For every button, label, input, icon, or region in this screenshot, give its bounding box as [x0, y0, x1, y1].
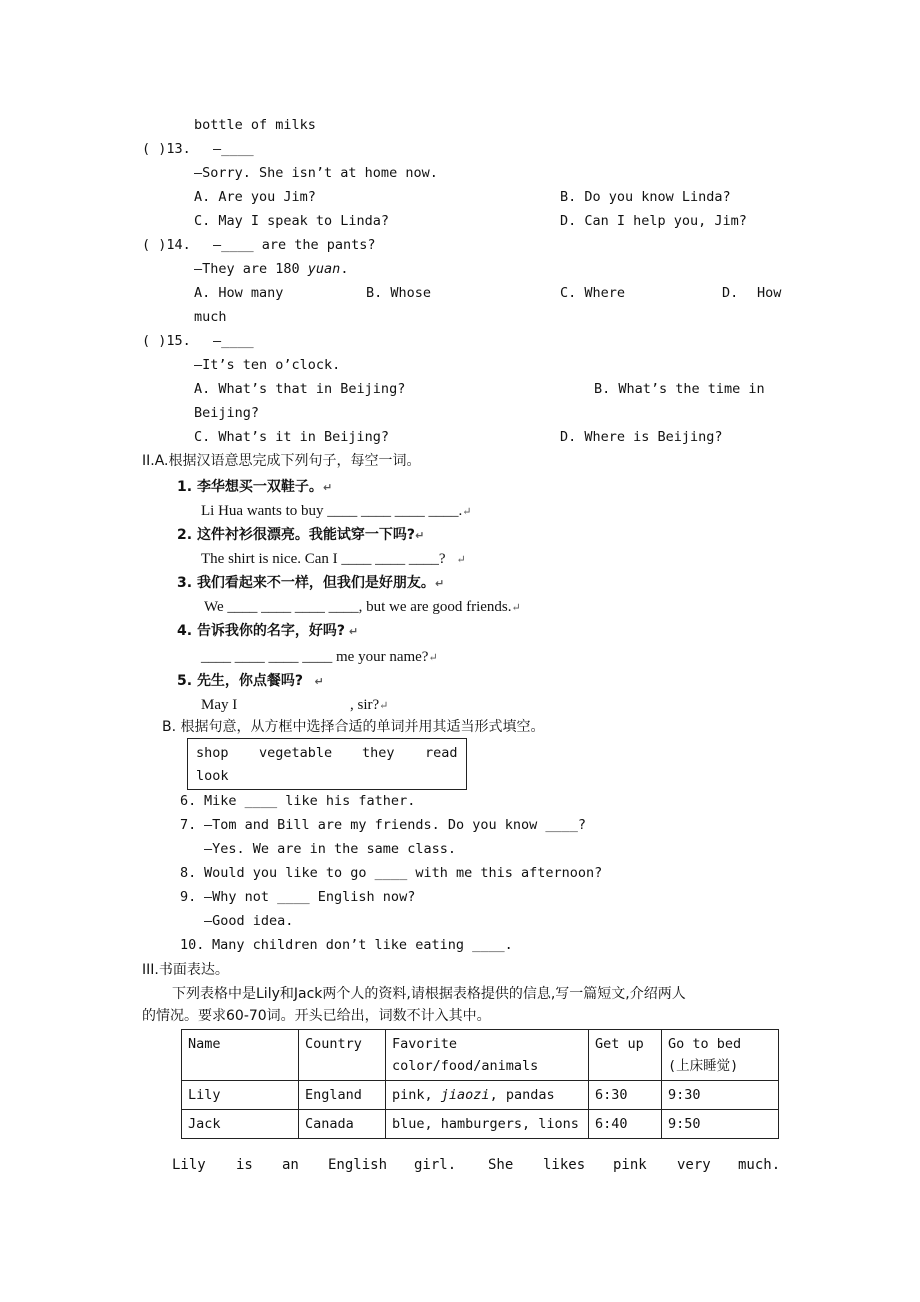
opening-word: English [328, 1157, 388, 1173]
q15-option-b: B. What’s the time in [594, 381, 765, 397]
b-item8-text: Would you like to go ____ with me this afternoon? [204, 865, 603, 881]
q14-option-a: A. How many [194, 285, 284, 301]
q15-reply: —It’s ten o’clock. [194, 357, 341, 373]
opening-word: pink [613, 1157, 647, 1173]
word-look: look [196, 768, 229, 784]
q14-prompt: —____ are the pants? [213, 237, 376, 253]
opening-word: girl. [414, 1157, 457, 1173]
header-favorite: Favorite color/food/animals [386, 1030, 589, 1081]
opening-word: an [282, 1157, 299, 1173]
cell-bed: 9:50 [662, 1110, 779, 1139]
cell-bed: 9:30 [662, 1081, 779, 1110]
q13-option-d: D. Can I help you, Jim? [560, 213, 747, 229]
table-header-row [182, 1030, 779, 1081]
cell-get-up: 6:30 [589, 1081, 662, 1110]
q14-option-b: B. Whose [366, 285, 432, 301]
b-item7-num: 7. [180, 817, 197, 833]
opening-word: very [677, 1157, 711, 1173]
cell-country: Canada [299, 1110, 386, 1139]
header-go-to-bed: Go to bed (上床睡觉) [662, 1030, 779, 1081]
b-item6-num: 6. [180, 793, 197, 809]
section3-instruction-2: 的情况。要求60-70词。开头已给出，词数不计入其中。 [142, 1008, 491, 1024]
q14-reply: —They are 180 yuan. [194, 261, 349, 277]
header-name: Name [182, 1030, 299, 1081]
b-item9-num: 9. [180, 889, 197, 905]
b-item6-text: Mike ____ like his father. [204, 793, 416, 809]
b-item10-text: Many children don’t like eating ____. [212, 937, 513, 953]
q14-option-d: D. [722, 285, 739, 301]
opening-word: Lily [172, 1157, 206, 1173]
section2-heading: II.A.根据汉语意思完成下列句子，每空一词。 [142, 453, 421, 469]
section3-instruction-1: 下列表格中是Lily和Jack两个人的资料,请根据表格提供的信息,写一篇短文,介绍两人 [172, 986, 686, 1002]
q14-number: ( )14. [142, 237, 191, 253]
b-item10-num: 10. [180, 937, 205, 953]
opening-word: likes [543, 1157, 586, 1173]
cell-favorite: blue, hamburgers, lions [386, 1110, 589, 1139]
info-table [181, 1029, 779, 1139]
q13-prompt: —____ [213, 141, 254, 157]
item4-en: ____ ____ ____ ____ me your name?↵ [201, 649, 438, 665]
q13-number: ( )13. [142, 141, 191, 157]
cell-name: Lily [182, 1081, 299, 1110]
item3-en: We ____ ____ ____ ____, but we are good friends.↵ [204, 599, 521, 615]
q14-option-c: C. Where [560, 285, 626, 301]
opening-word: much. [738, 1157, 781, 1173]
item2-zh: 2. 这件衬衫很漂亮。我能试穿一下吗?↵ [177, 527, 425, 543]
q15-prompt: —____ [213, 333, 254, 349]
header-country: Country [299, 1030, 386, 1081]
q14-option-d-cont: much [194, 309, 227, 325]
table-row [182, 1081, 779, 1110]
b-item7-text: —Tom and Bill are my friends. Do you know ____? [204, 817, 587, 833]
word-read: read [425, 745, 458, 761]
item1-zh: 1. 李华想买一双鞋子。↵ [177, 479, 333, 495]
q15-option-a: A. What’s that in Beijing? [194, 381, 406, 397]
item5-en-a: May I [201, 697, 238, 713]
q15-option-c: C. What’s it in Beijing? [194, 429, 390, 445]
cell-get-up: 6:40 [589, 1110, 662, 1139]
opening-word: is [236, 1157, 253, 1173]
header-get-up: Get up [589, 1030, 662, 1081]
q15-option-b-cont: Beijing? [194, 405, 260, 421]
item4-zh: 4. 告诉我你的名字，好吗? ↵ [177, 623, 359, 639]
b-item9-text: —Why not ____ English now? [204, 889, 416, 905]
item5-zh: 5. 先生，你点餐吗? ↵ [177, 673, 324, 689]
cell-name: Jack [182, 1110, 299, 1139]
top-line: bottle of milks [194, 117, 316, 133]
section3-heading: III.书面表达。 [142, 962, 229, 978]
b-item9-cont: —Good idea. [204, 913, 294, 929]
q15-number: ( )15. [142, 333, 191, 349]
item3-zh: 3. 我们看起来不一样，但我们是好朋友。↵ [177, 575, 445, 591]
word-box [187, 738, 467, 790]
word-they: they [362, 745, 395, 761]
q13-option-c: C. May I speak to Linda? [194, 213, 390, 229]
word-vegetable: vegetable [259, 745, 333, 761]
q13-option-b: B. Do you know Linda? [560, 189, 731, 205]
cell-country: England [299, 1081, 386, 1110]
q13-reply: —Sorry. She isn’t at home now. [194, 165, 438, 181]
cell-favorite: pink, jiaozi, pandas [386, 1081, 589, 1110]
opening-word: She [488, 1157, 514, 1173]
b-item8-num: 8. [180, 865, 197, 881]
partb-heading: B. 根据句意，从方框中选择合适的单词并用其适当形式填空。 [162, 719, 545, 735]
q14-option-d-word: How [757, 285, 782, 301]
q13-option-a: A. Are you Jim? [194, 189, 316, 205]
word-shop: shop [196, 745, 229, 761]
item1-en: Li Hua wants to buy ____ ____ ____ ____.↵ [201, 503, 472, 519]
table-row [182, 1110, 779, 1139]
item5-en-b: , sir?↵ [350, 697, 389, 713]
q15-option-d: D. Where is Beijing? [560, 429, 723, 445]
b-item7-cont: —Yes. We are in the same class. [204, 841, 456, 857]
item2-en: The shirt is nice. Can I ____ ____ ____? ↵ [201, 551, 466, 567]
